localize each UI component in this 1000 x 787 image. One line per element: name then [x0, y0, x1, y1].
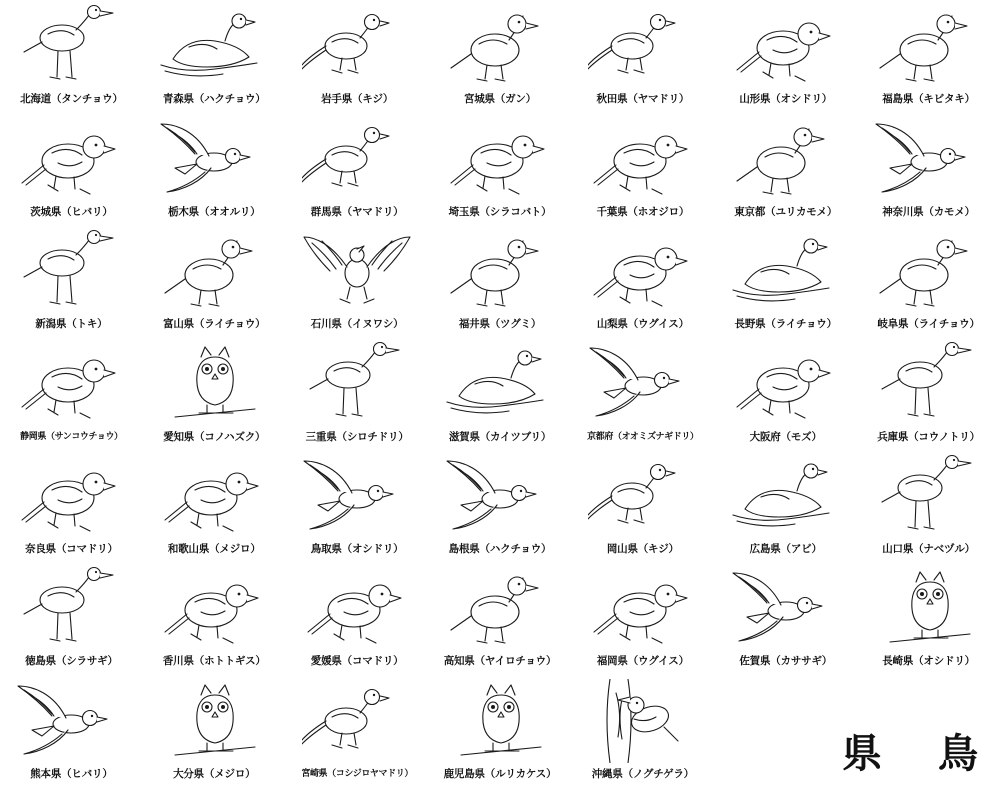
bird-cell [143, 0, 286, 112]
bird-illustration-robin-standing [286, 562, 429, 654]
bird-caption: 山口県（ナベヅル） [882, 542, 975, 555]
bird-cell [286, 225, 429, 337]
bird-cell [571, 337, 714, 449]
bird-illustration-mandarin-duck-pair [714, 0, 857, 92]
bird-illustration-shearwater-gliding [571, 337, 714, 429]
bird-cell [429, 0, 572, 112]
bird-illustration-ptarmigan-standing [143, 225, 286, 317]
bird-cell [429, 225, 572, 337]
bird-caption: 千葉県（ホオジロ） [596, 205, 690, 218]
bird-illustration-ptarmigan-walking [857, 225, 1000, 317]
bird-illustration-pitta-standing [429, 562, 572, 654]
bird-caption: 広島県（アビ） [749, 542, 822, 555]
bird-illustration-perched-flycatcher [857, 0, 1000, 92]
bird-caption: 三重県（シロチドリ） [305, 430, 409, 443]
bird-cell [429, 112, 572, 224]
bird-caption: 香川県（ホトトギス） [162, 655, 266, 668]
bird-caption: 大分県（メジロ） [173, 767, 256, 780]
bird-caption: 北海道（タンチョウ） [20, 93, 123, 106]
bird-cell [857, 112, 1000, 224]
bird-caption: 山形県（オシドリ） [739, 93, 833, 106]
bird-illustration-plover-standing [286, 337, 429, 429]
bird-caption: 鳥取県（オシドリ） [310, 542, 404, 555]
bird-caption: 栃木県（オオルリ） [168, 205, 261, 218]
bird-cell [0, 337, 143, 449]
bird-caption: 宮城県（ガン） [463, 93, 537, 106]
bird-illustration-swimming-swan [143, 0, 286, 92]
bird-illustration-walking-pheasant [286, 0, 429, 92]
bird-illustration-lidth-jay-perched [429, 674, 572, 766]
bird-cell [571, 0, 714, 112]
bird-cell [0, 225, 143, 337]
bird-illustration-standing-ibis [0, 225, 143, 317]
bird-cell [0, 450, 143, 562]
bird-illustration-scops-owl-perched [143, 337, 286, 429]
bird-illustration-ptarmigan-crouch [714, 225, 857, 317]
bird-cell [857, 337, 1000, 449]
bird-cell [857, 225, 1000, 337]
bird-cell [143, 225, 286, 337]
bird-cell [0, 562, 143, 674]
bird-caption: 新潟県（トキ） [35, 318, 108, 331]
bird-caption: 福島県（キビタキ） [882, 93, 975, 106]
bird-cell [286, 450, 429, 562]
bird-cell [714, 0, 857, 112]
bird-illustration-grebe-swimming [429, 337, 572, 429]
bird-caption: 愛媛県（コマドリ） [310, 655, 404, 668]
bird-cell [143, 674, 286, 786]
bird-cell [0, 674, 143, 786]
bird-cell [571, 674, 714, 786]
bird-cell [714, 225, 857, 337]
bird-caption: 石川県（イヌワシ） [310, 318, 404, 331]
bird-cell [0, 112, 143, 224]
bird-caption: 東京都（ユリカモメ） [734, 205, 838, 218]
bird-caption: 埼玉県（シラコバト） [448, 205, 552, 218]
bird-illustration-flying-blue-flycatcher [143, 112, 286, 204]
bird-illustration-robin-on-branch [0, 450, 143, 542]
bird-illustration-standing-crane [0, 0, 143, 92]
bird-caption: 滋賀県（カイツブリ） [448, 430, 552, 443]
bird-cell [714, 337, 857, 449]
bird-cell [429, 674, 572, 786]
bird-caption: 山梨県（ウグイス） [596, 318, 689, 331]
bird-illustration-copper-pheasant [286, 112, 429, 204]
bird-caption: 愛知県（コノハズク） [163, 430, 266, 443]
bird-illustration-loon-swimming [714, 450, 857, 542]
bird-cell [714, 562, 857, 674]
bird-illustration-mandarin-duck-front [857, 562, 1000, 654]
bird-illustration-magpie-flying [714, 562, 857, 654]
bird-caption: 宮崎県（コシジロヤマドリ） [301, 768, 413, 779]
bird-cell [286, 112, 429, 224]
bird-caption: 沖縄県（ノグチゲラ） [591, 767, 694, 780]
bird-caption: 福岡県（ウグイス） [596, 655, 689, 668]
bird-cell [571, 562, 714, 674]
bird-cell [429, 337, 572, 449]
bird-illustration-shrike-perched [714, 337, 857, 429]
bird-illustration-skylark-ground [0, 112, 143, 204]
bird-illustration-stork-standing [857, 337, 1000, 429]
bird-cell [429, 562, 572, 674]
bird-illustration-woodpecker-on-trunk [571, 674, 714, 766]
bird-caption: 長崎県（オシドリ） [882, 655, 975, 668]
bird-caption: 岐阜県（ライチョウ） [877, 318, 980, 331]
bird-illustration-white-eye-front [143, 674, 286, 766]
bird-caption: 島根県（ハクチョウ） [448, 542, 552, 555]
bird-illustration-swan-flying [429, 450, 572, 542]
bird-caption: 茨城県（ヒバリ） [30, 205, 113, 218]
bird-illustration-bush-warbler [571, 225, 714, 317]
bird-caption: 青森県（ハクチョウ） [162, 93, 266, 106]
bird-caption: 岡山県（キジ） [606, 542, 679, 555]
bird-cell [286, 562, 429, 674]
bird-caption: 兵庫県（コウノトリ） [877, 430, 980, 443]
sheet-title: 県 鳥 [842, 731, 986, 777]
bird-cell [0, 0, 143, 112]
bird-caption: 長野県（ライチョウ） [734, 318, 837, 331]
bird-illustration-hooded-crane [857, 450, 1000, 542]
bird-cell [714, 450, 857, 562]
bird-illustration-white-rumped-pheasant [286, 674, 429, 766]
bird-illustration-long-tail-pheasant [571, 0, 714, 92]
bird-caption: 鹿児島県（ルリカケス） [443, 767, 557, 780]
bird-cell [857, 0, 1000, 112]
bird-illustration-egret-standing [0, 562, 143, 654]
bird-cell [143, 562, 286, 674]
bird-illustration-eagle-wings-spread [286, 225, 429, 317]
bird-illustration-skylark-flying [0, 674, 143, 766]
bird-illustration-mandarin-duck-flying [286, 450, 429, 542]
bird-caption: 秋田県（ヤマドリ） [596, 93, 690, 106]
bird-cell [571, 225, 714, 337]
bird-caption: 群馬県（ヤマドリ） [310, 205, 404, 218]
bird-illustration-white-eye-branch [143, 450, 286, 542]
bird-cell [571, 112, 714, 224]
bird-caption: 熊本県（ヒバリ） [30, 767, 113, 780]
bird-cell [857, 562, 1000, 674]
bird-cell [429, 450, 572, 562]
bird-illustration-warbler-on-stump [571, 562, 714, 654]
bird-cell [286, 0, 429, 112]
bird-caption: 佐賀県（カササギ） [739, 655, 833, 668]
bird-cell [143, 337, 286, 449]
bird-caption: 京都府（オオミズナギドリ） [587, 431, 699, 442]
bird-illustration-paradise-flycatcher-branch [0, 337, 143, 429]
bird-illustration-bunting-on-branch [571, 112, 714, 204]
bird-illustration-pheasant-long-tail [571, 450, 714, 542]
bird-illustration-flying-gull [857, 112, 1000, 204]
bird-illustration-thrush-standing [429, 225, 572, 317]
bird-caption: 静岡県（サンコウチョウ） [20, 431, 123, 442]
bird-cell [286, 674, 429, 786]
bird-cell [571, 450, 714, 562]
bird-cell [286, 337, 429, 449]
bird-caption: 岩手県（キジ） [321, 93, 394, 106]
bird-cell [143, 450, 286, 562]
bird-caption: 富山県（ライチョウ） [163, 318, 266, 331]
bird-illustration-standing-gull [714, 112, 857, 204]
bird-caption: 神奈川県（カモメ） [882, 205, 975, 218]
bird-caption: 高知県（ヤイロチョウ） [443, 655, 557, 668]
bird-caption: 徳島県（シラサギ） [25, 655, 118, 668]
bird-illustration-perched-dove [429, 112, 572, 204]
bird-caption: 奈良県（コマドリ） [25, 542, 118, 555]
bird-caption: 和歌山県（メジロ） [167, 542, 261, 555]
bird-caption: 福井県（ツグミ） [458, 318, 542, 331]
bird-caption: 大阪府（モズ） [749, 430, 822, 443]
bird-cell [714, 112, 857, 224]
bird-cell [857, 450, 1000, 562]
bird-illustration-standing-goose [429, 0, 572, 92]
bird-cell [143, 112, 286, 224]
bird-illustration-cuckoo-branch [143, 562, 286, 654]
